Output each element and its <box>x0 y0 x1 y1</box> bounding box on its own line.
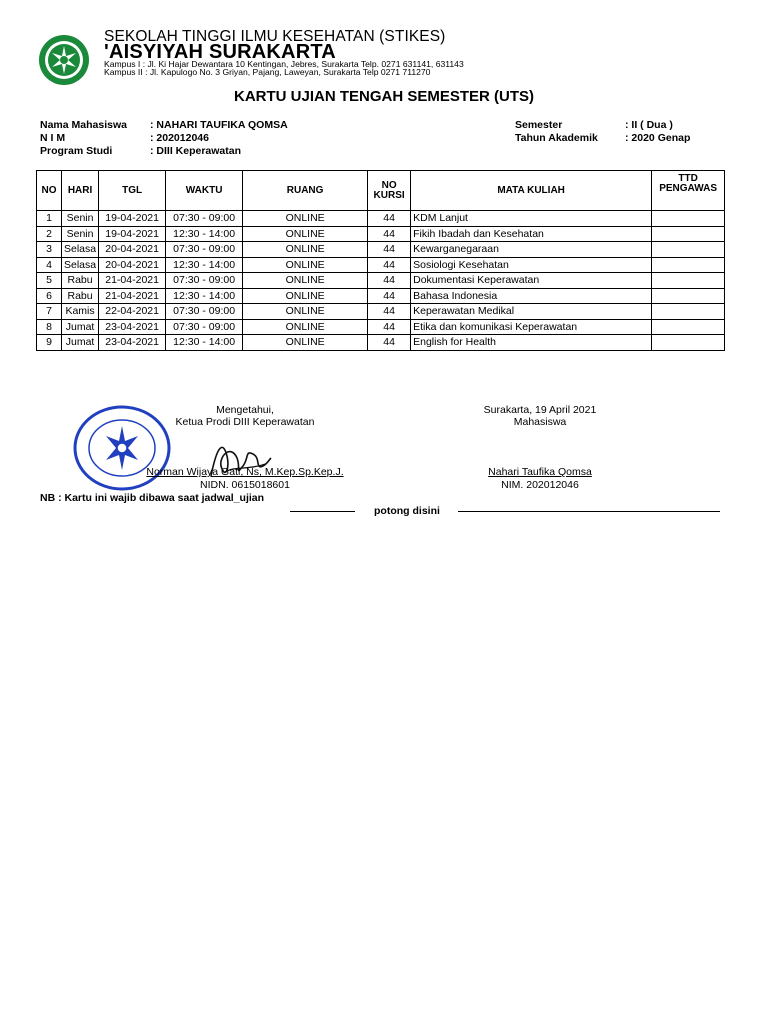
cell-ruang: ONLINE <box>243 273 368 289</box>
nim-label: N I M <box>40 132 66 144</box>
cell-ttd-pengawas <box>652 304 725 320</box>
academic-year-label: Tahun Akademik <box>515 132 598 144</box>
student-signature-nim: NIM. 202012046 <box>501 479 579 491</box>
col-mata-kuliah: MATA KULIAH <box>411 171 652 211</box>
cell-kursi: 44 <box>368 273 411 289</box>
head-of-program-name <box>90 466 400 478</box>
cell-waktu: 07:30 - 09:00 <box>166 304 243 320</box>
cell-waktu: 12:30 - 14:00 <box>166 226 243 242</box>
table-row <box>37 257 725 273</box>
cell-ttd-pengawas <box>652 273 725 289</box>
cell-waktu: 12:30 - 14:00 <box>166 288 243 304</box>
cell-ttd-pengawas <box>652 257 725 273</box>
acknowledged-label: Mengetahui, <box>216 404 274 416</box>
cell-tgl: 19-04-2021 <box>99 226 166 242</box>
col-kursi-line1: NO <box>381 179 397 191</box>
cell-ruang: ONLINE <box>243 288 368 304</box>
cell-no: 9 <box>37 335 62 351</box>
cell-tgl: 21-04-2021 <box>99 273 166 289</box>
cell-tgl: 23-04-2021 <box>99 335 166 351</box>
cell-mk: KDM Lanjut <box>411 211 652 227</box>
head-of-program-name-text: Norman Wijaya Gati, Ns, M.Kep.Sp.Kep.J. <box>146 466 344 478</box>
cell-ttd-pengawas <box>652 288 725 304</box>
cell-mk: Kewarganegaraan <box>411 242 652 258</box>
cell-ruang: ONLINE <box>243 319 368 335</box>
cell-ruang: ONLINE <box>243 304 368 320</box>
col-ttd-line1: TTD <box>678 173 698 184</box>
cell-mk: Dokumentasi Keperawatan <box>411 273 652 289</box>
cell-kursi: 44 <box>368 335 411 351</box>
cell-waktu: 07:30 - 09:00 <box>166 242 243 258</box>
student-signature-name <box>430 466 650 478</box>
table-row <box>37 288 725 304</box>
cell-mk: Bahasa Indonesia <box>411 288 652 304</box>
cell-ttd-pengawas <box>652 319 725 335</box>
cell-ruang: ONLINE <box>243 211 368 227</box>
cell-tgl: 22-04-2021 <box>99 304 166 320</box>
cell-hari: Rabu <box>62 288 99 304</box>
table-header-row <box>37 171 725 211</box>
cell-no: 7 <box>37 304 62 320</box>
cell-ttd-pengawas <box>652 335 725 351</box>
table-row <box>37 242 725 258</box>
cell-kursi: 44 <box>368 319 411 335</box>
cell-tgl: 19-04-2021 <box>99 211 166 227</box>
cell-tgl: 20-04-2021 <box>99 242 166 258</box>
cell-no: 5 <box>37 273 62 289</box>
cell-waktu: 12:30 - 14:00 <box>166 257 243 273</box>
cell-ttd-pengawas <box>652 211 725 227</box>
table-row <box>37 304 725 320</box>
head-of-program-label: Ketua Prodi DIII Keperawatan <box>175 416 315 428</box>
cell-tgl: 20-04-2021 <box>99 257 166 273</box>
cell-waktu: 07:30 - 09:00 <box>166 319 243 335</box>
cell-hari: Rabu <box>62 273 99 289</box>
col-ruang: RUANG <box>243 171 368 211</box>
cell-no: 3 <box>37 242 62 258</box>
cell-mk: Sosiologi Kesehatan <box>411 257 652 273</box>
cell-kursi: 44 <box>368 226 411 242</box>
cell-waktu: 07:30 - 09:00 <box>166 273 243 289</box>
program-value: : DIII Keperawatan <box>150 145 242 157</box>
cell-tgl: 23-04-2021 <box>99 319 166 335</box>
table-row <box>37 319 725 335</box>
table-row <box>37 226 725 242</box>
table-row <box>37 273 725 289</box>
cell-hari: Jumat <box>62 335 99 351</box>
cell-kursi: 44 <box>368 304 411 320</box>
cell-hari: Kamis <box>62 304 99 320</box>
cell-no: 8 <box>37 319 62 335</box>
nim-value: : 202012046 <box>150 132 209 144</box>
cell-mk: English for Health <box>411 335 652 351</box>
table-row <box>37 211 725 227</box>
stikes-logo-icon <box>38 34 90 86</box>
semester-value: : II ( Dua ) <box>625 119 673 131</box>
cell-ttd-pengawas <box>652 226 725 242</box>
col-hari: HARI <box>62 171 99 211</box>
cell-tgl: 21-04-2021 <box>99 288 166 304</box>
cell-ruang: ONLINE <box>243 257 368 273</box>
student-name-label: Nama Mahasiswa <box>40 119 127 131</box>
cell-no: 6 <box>37 288 62 304</box>
cell-ttd-pengawas <box>652 242 725 258</box>
cut-here-label: potong disini <box>374 505 440 517</box>
cell-kursi: 44 <box>368 288 411 304</box>
program-label: Program Studi <box>40 145 113 157</box>
col-ttd <box>652 171 725 211</box>
cell-hari: Selasa <box>62 242 99 258</box>
col-kursi <box>368 171 411 211</box>
cut-line-right <box>458 511 720 512</box>
col-ttd-line2: PENGAWAS <box>659 183 717 194</box>
semester-label: Semester <box>515 119 563 131</box>
institution-subname: 'AISYIYAH SURAKARTA <box>104 41 336 63</box>
academic-year-value: : 2020 Genap <box>625 132 691 144</box>
student-role-label: Mahasiswa <box>513 416 567 428</box>
head-of-program-nidn: NIDN. 0615018601 <box>200 479 290 491</box>
table-row <box>37 335 725 351</box>
cell-kursi: 44 <box>368 242 411 258</box>
cell-no: 1 <box>37 211 62 227</box>
cell-hari: Selasa <box>62 257 99 273</box>
cell-no: 2 <box>37 226 62 242</box>
footer-note: NB : Kartu ini wajib dibawa saat jadwal_ujian <box>40 492 265 504</box>
cut-line-left <box>290 511 355 512</box>
cell-ruang: ONLINE <box>243 242 368 258</box>
cell-ruang: ONLINE <box>243 226 368 242</box>
col-kursi-line2: KURSI <box>373 189 405 201</box>
cell-kursi: 44 <box>368 211 411 227</box>
col-waktu: WAKTU <box>166 171 243 211</box>
cell-hari: Senin <box>62 211 99 227</box>
cell-mk: Keperawatan Medikal <box>411 304 652 320</box>
col-tgl: TGL <box>99 171 166 211</box>
cell-no: 4 <box>37 257 62 273</box>
address-campus-1: Kampus I : Jl. Ki Hajar Dewantara 10 Kentingan, Jebres, Surakarta Telp. 0271 631141, 631143 <box>104 59 464 69</box>
cell-waktu: 07:30 - 09:00 <box>166 211 243 227</box>
student-name-value: : NAHARI TAUFIKA QOMSA <box>150 119 288 131</box>
document-title: KARTU UJIAN TENGAH SEMESTER (UTS) <box>233 88 534 105</box>
cell-mk: Etika dan komunikasi Keperawatan <box>411 319 652 335</box>
exam-schedule-table <box>36 170 725 351</box>
cell-ruang: ONLINE <box>243 335 368 351</box>
cell-waktu: 12:30 - 14:00 <box>166 335 243 351</box>
address-campus-2: Kampus II : Jl. Kapulogo No. 3 Griyan, Pajang, Laweyan, Surakarta Telp 0271 711270 <box>104 67 431 77</box>
institution-name: SEKOLAH TINGGI ILMU KESEHATAN (STIKES) <box>104 28 446 45</box>
cell-kursi: 44 <box>368 257 411 273</box>
place-date: Surakarta, 19 April 2021 <box>483 404 597 416</box>
col-no: NO <box>37 171 62 211</box>
cell-hari: Jumat <box>62 319 99 335</box>
student-signature-name-text: Nahari Taufika Qomsa <box>488 466 592 478</box>
cell-mk: Fikih Ibadah dan Kesehatan <box>411 226 652 242</box>
cell-hari: Senin <box>62 226 99 242</box>
